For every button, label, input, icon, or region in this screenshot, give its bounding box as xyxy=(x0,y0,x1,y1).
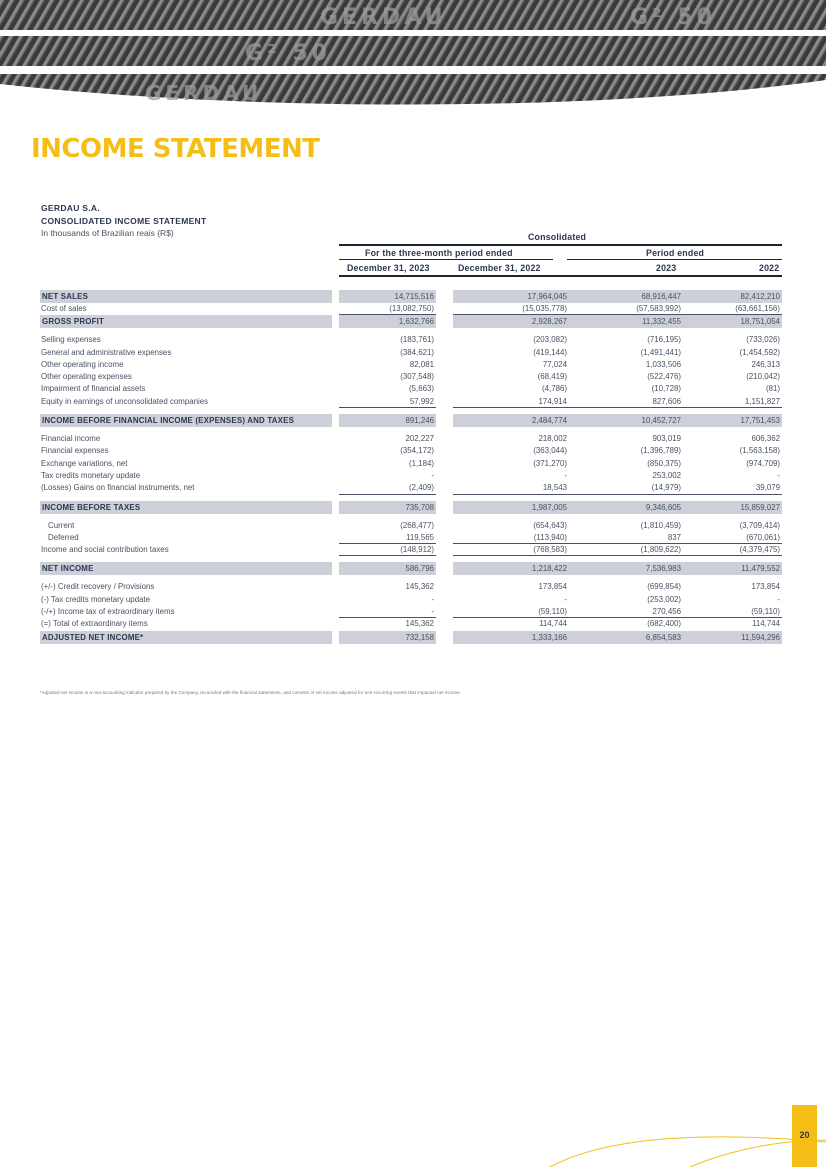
row-value: (4,786) xyxy=(541,384,567,394)
row-value: 174,914 xyxy=(453,396,569,408)
row-label: Other operating income xyxy=(41,359,124,369)
anniversary-emboss-1: G² 50 xyxy=(630,5,716,30)
row-value: (253,002) xyxy=(647,594,681,604)
row-value: (68,419) xyxy=(537,372,567,382)
row-label: Deferred xyxy=(48,532,79,542)
table-row xyxy=(40,347,782,359)
row-value: 891,246 xyxy=(339,414,436,427)
row-value: (113,940) xyxy=(453,532,569,544)
table-row xyxy=(40,562,782,575)
row-value: 732,158 xyxy=(339,631,436,644)
row-label: NET INCOME xyxy=(40,562,332,575)
row-value: - xyxy=(777,594,780,604)
row-value: (4,379,475) xyxy=(682,544,782,556)
row-value: (1,454,592) xyxy=(739,347,780,357)
row-value: (148,912) xyxy=(339,544,436,556)
currency-note: In thousands of Brazilian reais (R$) xyxy=(41,228,174,238)
row-value: (419,144) xyxy=(533,347,567,357)
row-value: 77,024 xyxy=(542,359,567,369)
row-value: 114,744 xyxy=(539,619,567,629)
row-label: Income and social contribution taxes xyxy=(41,545,169,555)
row-value: - xyxy=(339,606,436,618)
row-value: - xyxy=(564,470,567,480)
row-label: (-) Tax credits monetary update xyxy=(41,594,151,604)
row-value: 253,002 xyxy=(652,470,681,480)
table-row xyxy=(40,470,782,482)
row-value: (5,663) xyxy=(408,384,434,394)
quarter-group-header: For the three-month period ended xyxy=(365,248,513,258)
row-label: Exchange variations, net xyxy=(41,458,128,468)
row-label: INCOME BEFORE TAXES xyxy=(40,501,332,514)
row-value: 173,854 xyxy=(538,582,567,592)
table-row xyxy=(40,414,782,427)
row-value: 17,964,045 xyxy=(453,290,569,303)
row-value: 15,859,027 xyxy=(682,501,782,514)
row-value: 119,565 xyxy=(339,532,436,544)
row-value: 18,751,054 xyxy=(682,315,782,328)
row-value: 202,227 xyxy=(405,434,434,444)
table-row xyxy=(40,371,782,383)
row-value: (354,172) xyxy=(400,446,434,456)
row-value: - xyxy=(777,470,780,480)
brand-emboss-1: GERDAU xyxy=(320,5,447,30)
row-value: (1,184) xyxy=(408,458,434,468)
col-header-2022: 2022 xyxy=(759,263,780,273)
row-value: 145,362 xyxy=(405,619,434,629)
row-value: - xyxy=(564,594,567,604)
row-value: (716,195) xyxy=(647,335,681,345)
row-value: (81) xyxy=(765,384,780,394)
row-value: (850,375) xyxy=(647,458,681,468)
row-value: (59,110) xyxy=(453,606,569,618)
row-value: 173,854 xyxy=(751,582,780,592)
row-value: (654,643) xyxy=(533,520,567,530)
row-value: 606,362 xyxy=(751,434,780,444)
income-statement-table xyxy=(40,290,782,644)
row-label: ADJUSTED NET INCOME* xyxy=(40,631,332,644)
row-value: (768,583) xyxy=(453,544,569,556)
row-value: 82,412,210 xyxy=(682,290,782,303)
col-header-q4-2023: December 31, 2023 xyxy=(347,263,430,273)
statement-title: CONSOLIDATED INCOME STATEMENT xyxy=(41,215,207,226)
row-value: 10,452,727 xyxy=(567,414,683,427)
row-label: (Losses) Gains on financial instruments, net xyxy=(41,483,195,493)
row-label: Cost of sales xyxy=(41,304,87,313)
row-label: (+/-) Credit recovery / Provisions xyxy=(41,582,155,592)
row-label: Equity in earnings of unconsolidated companies xyxy=(41,396,209,406)
row-value: 903,019 xyxy=(652,434,681,444)
row-value: 68,916,447 xyxy=(567,290,683,303)
table-row xyxy=(40,544,782,556)
row-value: - xyxy=(431,470,434,480)
row-value: (63,661,156) xyxy=(682,303,782,315)
row-value: - xyxy=(431,594,434,604)
row-value: (1,809,622) xyxy=(567,544,683,556)
table-row xyxy=(40,618,782,630)
table-row xyxy=(40,458,782,470)
row-value: 837 xyxy=(567,532,683,544)
row-value: 735,708 xyxy=(339,501,436,514)
row-value: (14,979) xyxy=(567,482,683,494)
page-title: INCOME STATEMENT xyxy=(31,134,320,164)
row-value: 246,313 xyxy=(751,359,780,369)
table-row xyxy=(40,359,782,371)
row-value: 57,992 xyxy=(339,396,436,408)
row-value: 14,715,516 xyxy=(339,290,436,303)
row-value: 2,484,774 xyxy=(453,414,569,427)
row-value: 18,543 xyxy=(453,482,569,494)
row-value: (59,110) xyxy=(682,606,782,618)
row-label: Financial expenses xyxy=(41,446,109,456)
row-value: 1,033,506 xyxy=(645,359,681,369)
footnote: *Adjusted net income is a non-accounting indicator prepared by the Company, reconciled with the financial statements, and consists of net income adjusted for non-recurring events that impacted net income. xyxy=(40,690,462,695)
table-row xyxy=(40,433,782,445)
row-value: (307,548) xyxy=(400,372,434,382)
company-block xyxy=(41,202,206,240)
row-value: 2,928,267 xyxy=(453,315,569,328)
row-value: (1,810,459) xyxy=(640,520,681,530)
row-value: 9,346,605 xyxy=(567,501,683,514)
row-value: (670,061) xyxy=(682,532,782,544)
table-row xyxy=(40,501,782,514)
row-value: 270,456 xyxy=(567,606,683,618)
table-row xyxy=(40,445,782,457)
row-value: (268,477) xyxy=(400,520,434,530)
row-value: 11,332,455 xyxy=(567,315,683,328)
row-value: 11,594,296 xyxy=(682,631,782,644)
row-value: (699,854) xyxy=(647,582,681,592)
decorative-curves xyxy=(540,1120,826,1167)
row-label: Tax credits monetary update xyxy=(41,470,141,480)
row-value: 145,362 xyxy=(405,582,434,592)
header-rule-top xyxy=(339,244,782,246)
table-row xyxy=(40,383,782,395)
table-row xyxy=(40,334,782,346)
row-value: (203,082) xyxy=(533,335,567,345)
header-rule-bottom xyxy=(339,275,782,277)
table-row xyxy=(40,290,782,303)
row-value: (3,709,414) xyxy=(739,520,780,530)
table-row xyxy=(40,396,782,408)
anniversary-emboss-2: G² 50 xyxy=(245,41,331,66)
table-row xyxy=(40,520,782,532)
table-row xyxy=(40,303,782,315)
row-label: NET SALES xyxy=(40,290,332,303)
row-value: 11,479,552 xyxy=(682,562,782,575)
row-label: Impairment of financial assets xyxy=(41,384,146,394)
page-number: 20 xyxy=(799,1130,810,1140)
row-value: (2,409) xyxy=(339,482,436,494)
table-row xyxy=(40,315,782,328)
row-value: (1,563,158) xyxy=(739,446,780,456)
row-value: 6,854,583 xyxy=(567,631,683,644)
col-header-q4-2022: December 31, 2022 xyxy=(458,263,541,273)
row-value: (13,082,750) xyxy=(339,303,436,315)
row-value: (974,709) xyxy=(746,458,780,468)
row-value: (15,035,778) xyxy=(453,303,569,315)
row-value: (1,396,789) xyxy=(640,446,681,456)
row-label: (=) Total of extraordinary items xyxy=(41,619,148,629)
row-value: 17,751,453 xyxy=(682,414,782,427)
row-value: (57,583,992) xyxy=(567,303,683,315)
row-value: (384,621) xyxy=(400,347,434,357)
row-value: 1,218,422 xyxy=(453,562,569,575)
table-row xyxy=(40,482,782,494)
table-row xyxy=(40,532,782,544)
row-value: 586,796 xyxy=(339,562,436,575)
row-label: Selling expenses xyxy=(41,335,101,345)
row-value: 1,333,166 xyxy=(453,631,569,644)
row-value: 1,151,827 xyxy=(682,396,782,408)
header-banner xyxy=(0,0,826,112)
table-row xyxy=(40,606,782,618)
row-value: 82,081 xyxy=(409,359,434,369)
row-value: 1,632,766 xyxy=(339,315,436,328)
period-group-header: Period ended xyxy=(646,248,705,258)
row-value: (183,761) xyxy=(400,335,434,345)
row-value: (682,400) xyxy=(647,619,681,629)
quarter-group-rule xyxy=(339,259,553,260)
row-value: 7,536,983 xyxy=(567,562,683,575)
row-label: General and administrative expenses xyxy=(41,347,172,357)
company-name: GERDAU S.A. xyxy=(41,203,101,213)
col-header-2023: 2023 xyxy=(656,263,677,273)
table-row xyxy=(40,581,782,593)
row-value: 39,079 xyxy=(682,482,782,494)
table-row xyxy=(40,631,782,644)
brand-emboss-2: GERDAU xyxy=(145,81,263,105)
row-value: (10,728) xyxy=(651,384,681,394)
row-label: Financial income xyxy=(41,434,101,444)
consolidated-header: Consolidated xyxy=(528,232,587,242)
row-value: (363,044) xyxy=(533,446,567,456)
row-label: (-/+) Income tax of extraordinary items xyxy=(41,607,175,617)
row-value: 218,002 xyxy=(538,434,567,444)
row-value: (210,042) xyxy=(746,372,780,382)
period-group-rule xyxy=(567,259,782,260)
row-value: (1,491,441) xyxy=(640,347,681,357)
row-value: (522,476) xyxy=(647,372,681,382)
row-label: GROSS PROFIT xyxy=(40,315,332,328)
row-value: (733,026) xyxy=(746,335,780,345)
table-row xyxy=(40,594,782,606)
row-value: 114,744 xyxy=(752,619,780,629)
row-label: INCOME BEFORE FINANCIAL INCOME (EXPENSES) AND TAXES xyxy=(40,414,332,427)
row-label: Current xyxy=(48,520,75,530)
row-value: (371,270) xyxy=(533,458,567,468)
row-label: Other operating expenses xyxy=(41,372,132,382)
row-value: 1,987,005 xyxy=(453,501,569,514)
row-value: 827,606 xyxy=(567,396,683,408)
